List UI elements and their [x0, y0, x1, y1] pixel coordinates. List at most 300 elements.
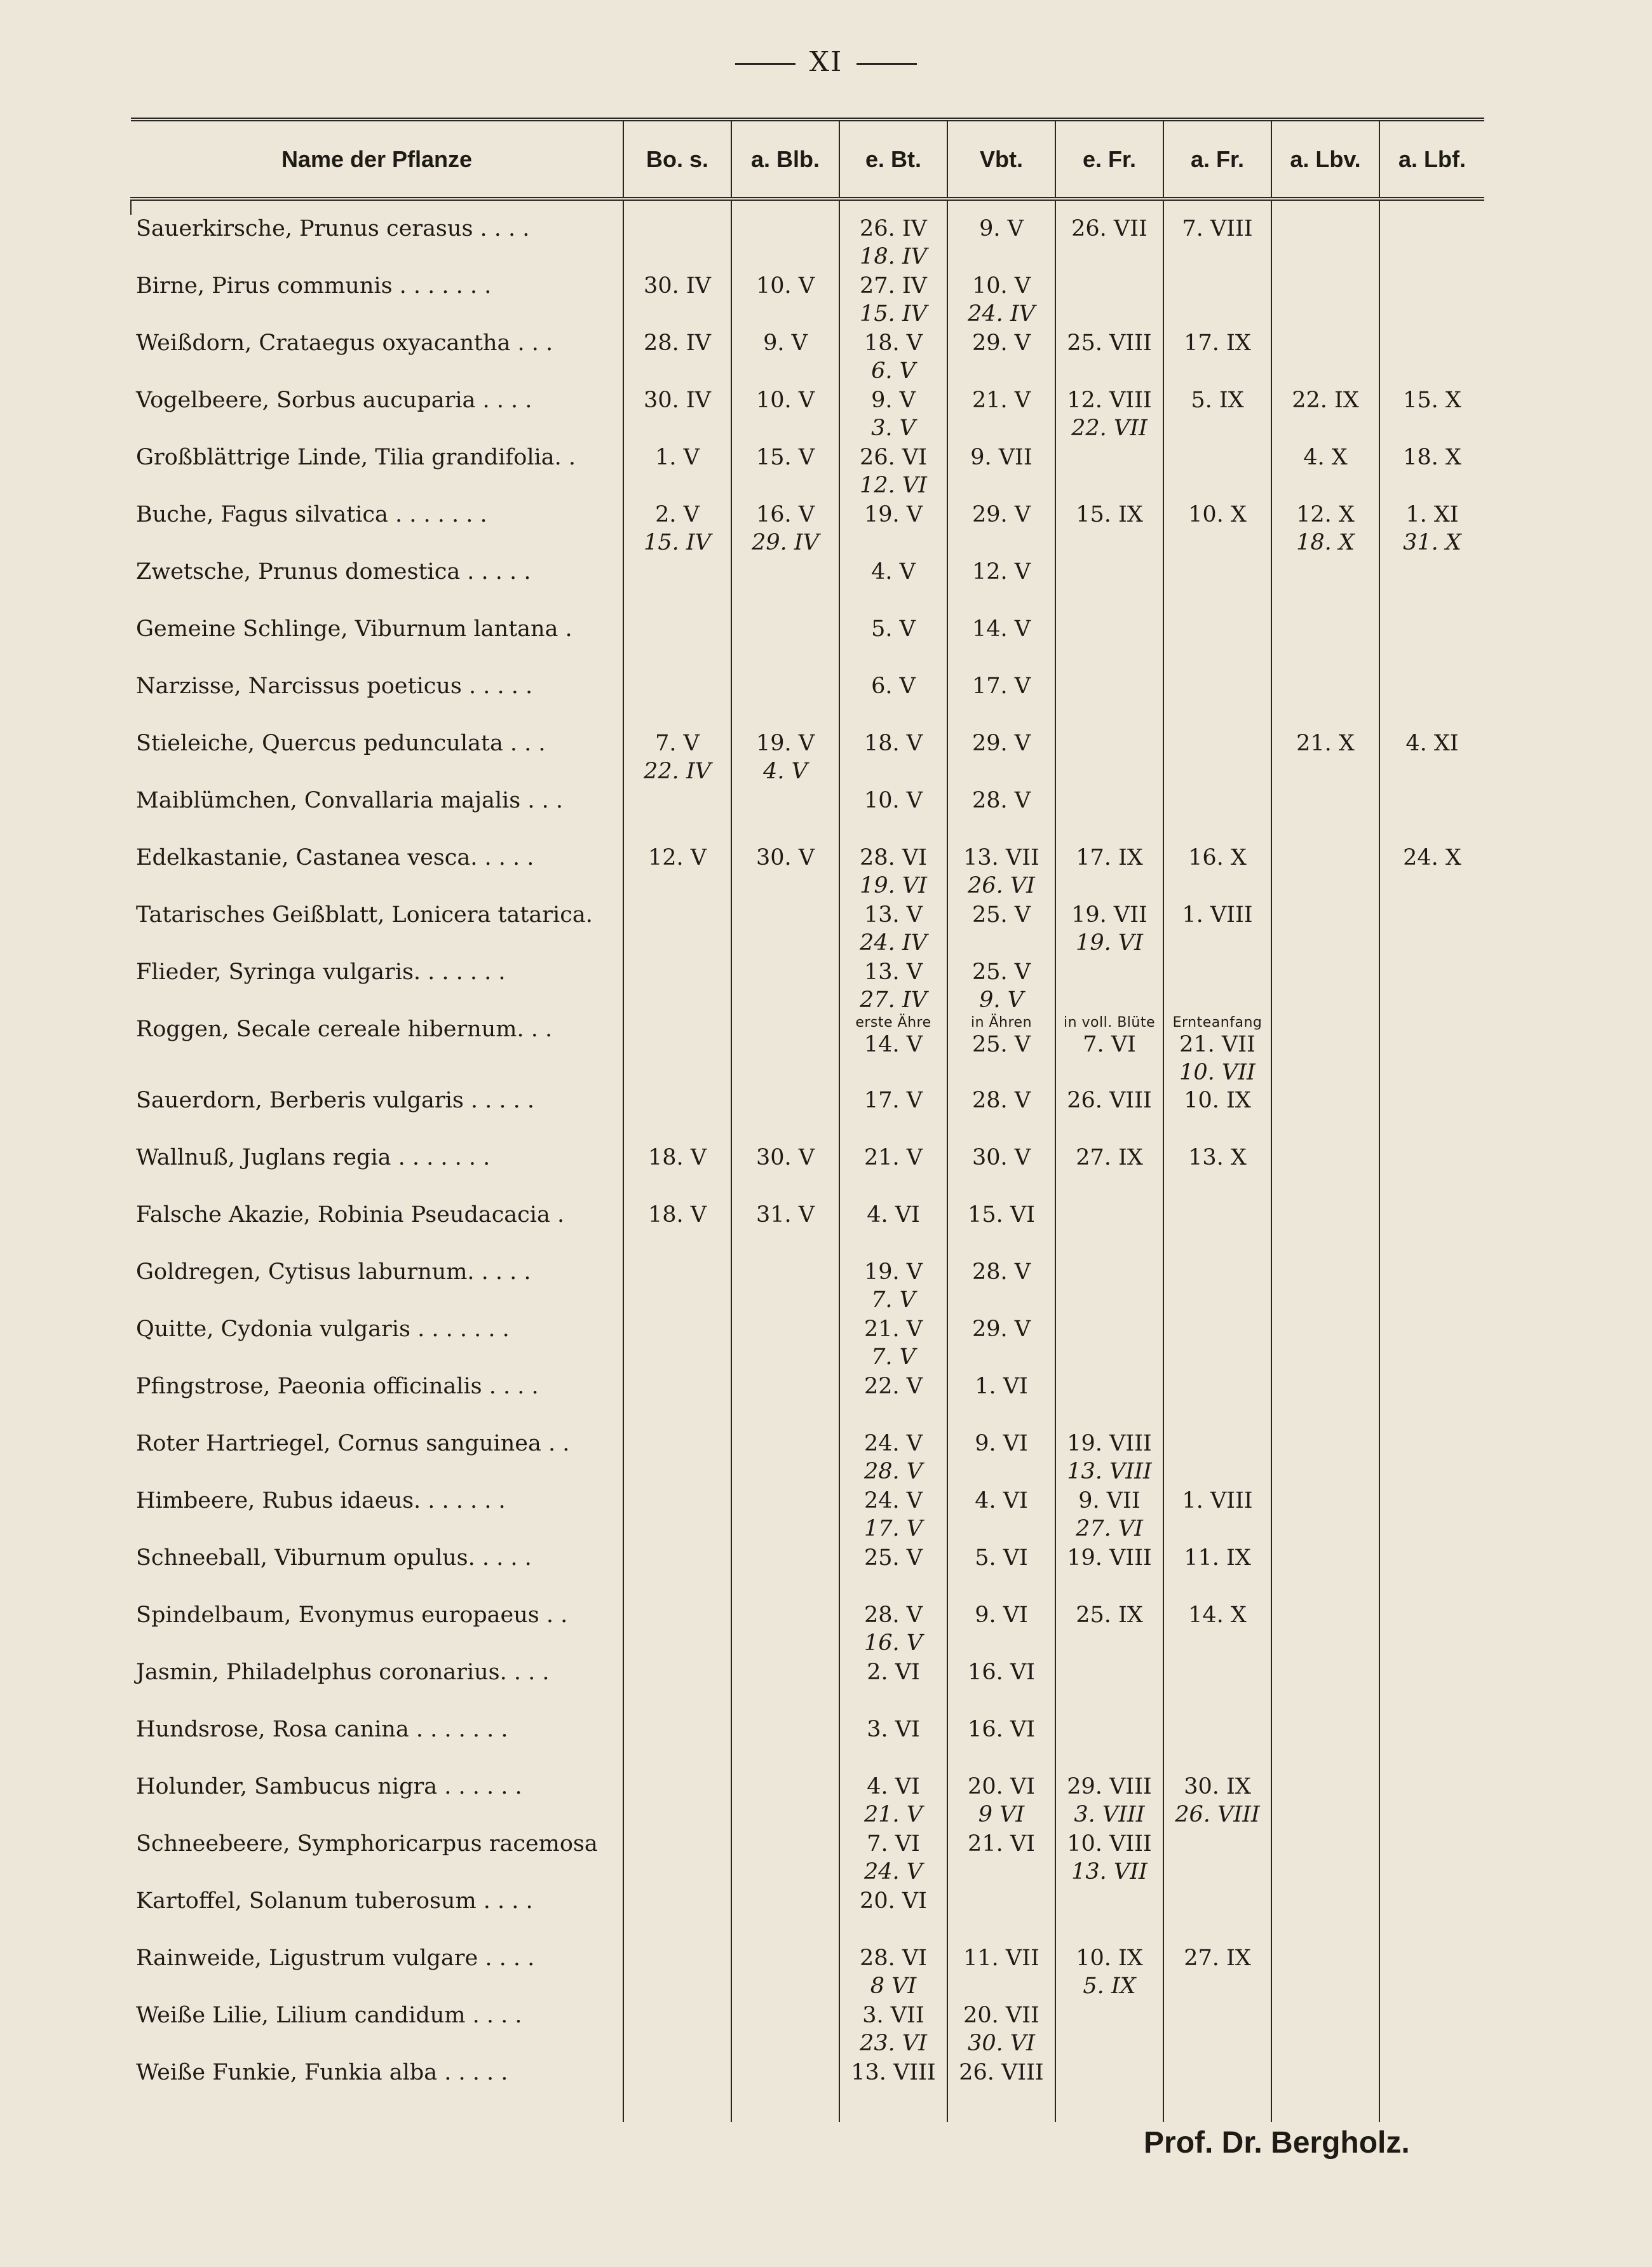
date-cell [947, 1315, 1055, 1372]
date-cell [839, 501, 947, 558]
table-row [131, 1258, 1484, 1315]
date-cell [1163, 1144, 1271, 1201]
stage-note: Ernteanfang [1172, 1015, 1263, 1031]
plant-name: Pfingstrose, Paeonia officinalis . . . . [136, 1374, 539, 1399]
plant-name: Falsche Akazie, Robinia Pseudacacia . [136, 1202, 565, 1228]
date-cell [731, 1544, 839, 1601]
date-value: 1. V [655, 445, 700, 470]
plant-name: Kartoffel, Solanum tuberosum . . . . [136, 1888, 533, 1914]
date-value: 10. X [1188, 502, 1247, 527]
date-value: 18. V [863, 330, 923, 356]
date-cell [1163, 1773, 1271, 1830]
date-value: 15. X [1403, 388, 1461, 413]
date-value: 1. XI [1405, 502, 1459, 527]
table-spacer-row [131, 199, 1484, 215]
date-cell [1163, 672, 1271, 729]
date-value: 13. X [1188, 1145, 1247, 1170]
date-value: 29. V [972, 1316, 1031, 1342]
date-cell [731, 1315, 839, 1372]
date-value: 18. V [647, 1202, 707, 1228]
date-cell [1271, 1944, 1379, 2001]
plant-name: Roter Hartriegel, Cornus sanguinea . . [136, 1431, 570, 1456]
date-value: 20. VI [860, 1888, 927, 1914]
date-value: 29. V [972, 502, 1031, 527]
date-cell [1271, 272, 1379, 329]
date-cell [731, 1430, 839, 1487]
date-value: 4. VI [867, 1774, 920, 1799]
date-cell [623, 1944, 731, 2001]
phenology-table [130, 118, 1484, 2122]
date-value: 22. V [863, 1374, 923, 1399]
date-value: 17. IX [1076, 845, 1143, 870]
column-header-name: Name der Pflanze [131, 119, 623, 199]
date-value: 27. IX [1184, 1946, 1251, 1971]
date-cell [947, 1015, 1055, 1086]
date-cell [1055, 672, 1163, 729]
date-value: 19. V [863, 1259, 923, 1285]
comparison-date: 24. V [863, 1859, 923, 1885]
comparison-date: 26. VI [968, 873, 1035, 898]
date-cell [839, 1144, 947, 1201]
date-value: 4. VI [867, 1202, 920, 1228]
comparison-date: 28. V [863, 1459, 923, 1484]
date-cell [1379, 1944, 1484, 2001]
table-row [131, 901, 1484, 958]
date-value: 24. V [863, 1431, 923, 1456]
date-cell [623, 844, 731, 901]
date-cell [623, 1544, 731, 1601]
table-row [131, 1487, 1484, 1544]
date-cell [947, 1887, 1055, 1944]
date-cell [731, 2059, 839, 2122]
date-cell [1055, 1544, 1163, 1601]
date-cell [1271, 386, 1379, 443]
date-cell [731, 1773, 839, 1830]
comparison-date: 9. V [979, 987, 1024, 1013]
table-row [131, 1372, 1484, 1430]
date-cell [1379, 1372, 1484, 1430]
date-cell [1163, 386, 1271, 443]
comparison-date: 17. V [863, 1516, 923, 1541]
date-cell [1271, 1830, 1379, 1887]
date-cell [1163, 272, 1271, 329]
date-cell [1163, 1830, 1271, 1887]
table-row [131, 729, 1484, 787]
table-row [131, 1086, 1484, 1144]
date-cell [1055, 787, 1163, 844]
date-cell [1163, 329, 1271, 386]
date-value: 25. VIII [1067, 330, 1152, 356]
date-cell [839, 672, 947, 729]
date-cell [1055, 1658, 1163, 1715]
date-cell [623, 1201, 731, 1258]
table-row [131, 615, 1484, 672]
date-cell [839, 1315, 947, 1372]
date-cell [1271, 672, 1379, 729]
plant-name: Edelkastanie, Castanea vesca. . . . . [136, 845, 534, 870]
table-header-row [131, 119, 1484, 199]
date-cell [1055, 1944, 1163, 2001]
date-value: 25. V [972, 959, 1031, 985]
plant-name: Sauerdorn, Berberis vulgaris . . . . . [136, 1088, 535, 1113]
date-cell [1271, 558, 1379, 615]
date-value: 10. V [755, 388, 815, 413]
date-cell [1055, 558, 1163, 615]
date-cell [947, 1372, 1055, 1430]
date-cell [1163, 1658, 1271, 1715]
date-value: 4. V [871, 559, 916, 585]
column-header-a-lbf: a. Lbf. [1379, 119, 1484, 199]
date-cell [947, 615, 1055, 672]
plant-name: Sauerkirsche, Prunus cerasus . . . . [136, 216, 530, 241]
comparison-date: 7. V [871, 1287, 916, 1313]
date-cell [1379, 1658, 1484, 1715]
date-value: 27. IV [860, 273, 927, 299]
date-cell [947, 215, 1055, 272]
date-cell [1379, 501, 1484, 558]
plant-name: Spindelbaum, Evonymus europaeus . . [136, 1602, 568, 1628]
date-value: 1. VIII [1182, 902, 1253, 928]
table-row [131, 272, 1484, 329]
comparison-date: 7. V [871, 1344, 916, 1370]
date-cell [947, 1658, 1055, 1715]
date-value: 25. V [972, 1032, 1031, 1057]
date-value: 10. V [972, 273, 1031, 299]
column-header-a-lbv: a. Lbv. [1271, 119, 1379, 199]
date-value: 29. VIII [1067, 1774, 1152, 1799]
date-cell [623, 2059, 731, 2122]
date-cell [839, 1430, 947, 1487]
date-cell [1163, 1944, 1271, 2001]
comparison-date: 31. X [1403, 530, 1461, 555]
date-cell [1271, 2001, 1379, 2059]
date-value: 17. IX [1184, 330, 1251, 356]
date-cell [1055, 1601, 1163, 1658]
date-value: 26. VII [1071, 216, 1148, 241]
table-row [131, 2059, 1484, 2122]
comparison-date: 27. IV [860, 987, 927, 1013]
comparison-date: 3. V [871, 416, 916, 441]
date-value: 30. V [755, 845, 815, 870]
date-cell [839, 1487, 947, 1544]
date-cell [839, 558, 947, 615]
plant-name: Vogelbeere, Sorbus aucuparia . . . . [136, 388, 532, 413]
column-header-a-fr: a. Fr. [1163, 119, 1271, 199]
comparison-date: 9 VI [978, 1802, 1025, 1827]
date-cell [839, 1601, 947, 1658]
date-value: 9. VI [975, 1431, 1028, 1456]
date-cell [1055, 729, 1163, 787]
date-value: 26. VIII [1067, 1088, 1152, 1113]
date-value: 15. VI [968, 1202, 1035, 1228]
comparison-date: 27. VI [1076, 1516, 1143, 1541]
date-cell [1271, 1773, 1379, 1830]
table-row [131, 386, 1484, 443]
date-value: 28. V [972, 1259, 1031, 1285]
date-cell [1055, 1144, 1163, 1201]
date-cell [839, 729, 947, 787]
date-value: 12. X [1296, 502, 1355, 527]
date-cell [947, 558, 1055, 615]
date-value: 20. VII [963, 2003, 1039, 2028]
date-cell [1379, 215, 1484, 272]
date-cell [1055, 329, 1163, 386]
date-cell [1379, 1144, 1484, 1201]
date-cell [839, 272, 947, 329]
date-value: 19. VIII [1067, 1545, 1152, 1571]
plant-name: Buche, Fagus silvatica . . . . . . . [136, 502, 487, 527]
date-cell [947, 1773, 1055, 1830]
date-cell [1271, 901, 1379, 958]
date-cell [1055, 1887, 1163, 1944]
date-cell [947, 272, 1055, 329]
comparison-date: 19. VI [860, 873, 927, 898]
date-cell [1163, 729, 1271, 787]
date-cell [947, 1086, 1055, 1144]
date-cell [839, 386, 947, 443]
page-number: XI [0, 46, 1652, 78]
plant-name: Schneebeere, Symphoricarpus racemosa [136, 1831, 598, 1857]
date-cell [947, 672, 1055, 729]
date-cell [947, 2001, 1055, 2059]
date-cell [623, 215, 731, 272]
date-cell [1379, 1258, 1484, 1315]
date-value: 17. V [863, 1088, 923, 1113]
table-row [131, 1430, 1484, 1487]
date-value: 5. V [871, 616, 916, 642]
date-cell [1055, 1201, 1163, 1258]
date-cell [1271, 1144, 1379, 1201]
date-cell [1163, 1601, 1271, 1658]
date-cell [947, 844, 1055, 901]
date-cell [623, 1887, 731, 1944]
date-cell [839, 958, 947, 1015]
date-cell [1163, 1544, 1271, 1601]
date-cell [1163, 844, 1271, 901]
table-row [131, 2001, 1484, 2059]
date-cell [623, 1372, 731, 1430]
plant-name: Hundsrose, Rosa canina . . . . . . . [136, 1717, 508, 1742]
date-cell [1055, 2059, 1163, 2122]
date-cell [731, 1372, 839, 1430]
date-cell [1055, 1487, 1163, 1544]
date-cell [1055, 1315, 1163, 1372]
plant-name: Goldregen, Cytisus laburnum. . . . . [136, 1259, 531, 1285]
date-value: 10. VIII [1067, 1831, 1152, 1857]
table-row [131, 787, 1484, 844]
comparison-date: 21. V [863, 1802, 923, 1827]
date-value: 19. VII [1071, 902, 1148, 928]
comparison-date: 3. VIII [1074, 1802, 1145, 1827]
date-value: 12. V [647, 845, 707, 870]
date-cell [1055, 1086, 1163, 1144]
date-value: 25. V [972, 902, 1031, 928]
date-cell [1055, 272, 1163, 329]
date-cell [1271, 329, 1379, 386]
date-cell [1271, 958, 1379, 1015]
plant-name: Holunder, Sambucus nigra . . . . . . [136, 1774, 522, 1799]
date-value: 26. VIII [959, 2060, 1044, 2085]
stage-note: in Ähren [970, 1015, 1032, 1031]
date-cell [947, 386, 1055, 443]
date-cell [731, 272, 839, 329]
date-value: 28. VI [860, 845, 927, 870]
date-cell [1379, 386, 1484, 443]
date-cell [623, 1258, 731, 1315]
date-cell [1271, 1430, 1379, 1487]
date-cell [623, 2001, 731, 2059]
date-cell [731, 329, 839, 386]
date-cell [731, 901, 839, 958]
date-cell [1271, 1715, 1379, 1773]
date-cell [1055, 958, 1163, 1015]
date-cell [1271, 729, 1379, 787]
table-row [131, 1658, 1484, 1715]
date-cell [623, 1315, 731, 1372]
date-cell [1163, 615, 1271, 672]
comparison-date: 15. IV [860, 301, 927, 327]
date-cell [623, 1830, 731, 1887]
date-value: 6. V [871, 673, 916, 699]
date-cell [1055, 386, 1163, 443]
date-cell [1163, 1201, 1271, 1258]
comparison-date: 24. IV [860, 930, 927, 956]
table-row [131, 1201, 1484, 1258]
table-row [131, 1015, 1484, 1086]
date-cell [1379, 1773, 1484, 1830]
date-cell [839, 443, 947, 501]
plant-name: Roggen, Secale cereale hibernum. . . [136, 1017, 553, 1042]
date-value: 10. IX [1076, 1946, 1143, 1971]
date-value: 28. V [972, 1088, 1031, 1113]
date-value: 18. V [863, 731, 923, 756]
comparison-date: 24. IV [968, 301, 1035, 327]
date-cell [623, 1487, 731, 1544]
date-cell [731, 1715, 839, 1773]
date-value: 11. IX [1184, 1545, 1251, 1571]
date-value: 1. VI [975, 1374, 1028, 1399]
date-value: 9. VII [1078, 1488, 1141, 1513]
plant-name: Tatarisches Geißblatt, Lonicera tatarica. [136, 902, 593, 928]
plant-name: Zwetsche, Prunus domestica . . . . . [136, 559, 531, 585]
date-cell [731, 844, 839, 901]
date-cell [1271, 844, 1379, 901]
date-cell [839, 1544, 947, 1601]
plant-name: Weiße Lilie, Lilium candidum . . . . [136, 2003, 522, 2028]
date-value: 5. IX [1191, 388, 1244, 413]
date-cell [947, 1601, 1055, 1658]
date-value: 13. V [863, 902, 923, 928]
date-value: 16. VI [968, 1660, 1035, 1685]
date-cell [623, 672, 731, 729]
date-value: 15. V [755, 445, 815, 470]
date-value: 10. V [755, 273, 815, 299]
date-cell [839, 1773, 947, 1830]
table-row [131, 1887, 1484, 1944]
date-cell [731, 672, 839, 729]
column-header-bo-s: Bo. s. [623, 119, 731, 199]
date-cell [1271, 1544, 1379, 1601]
date-cell [1055, 1715, 1163, 1773]
date-cell [1379, 1487, 1484, 1544]
plant-name: Gemeine Schlinge, Viburnum lantana . [136, 616, 572, 642]
date-cell [947, 1430, 1055, 1487]
date-cell [947, 1715, 1055, 1773]
date-value: 21. VI [968, 1831, 1035, 1857]
date-cell [1055, 844, 1163, 901]
table-row [131, 1144, 1484, 1201]
date-cell [731, 1201, 839, 1258]
date-cell [1163, 1086, 1271, 1144]
date-cell [1163, 958, 1271, 1015]
date-cell [839, 1372, 947, 1430]
column-header-e-fr: e. Fr. [1055, 119, 1163, 199]
comparison-date: 30. VI [968, 2031, 1035, 2056]
date-cell [1379, 1715, 1484, 1773]
date-cell [1163, 2059, 1271, 2122]
table-row [131, 1315, 1484, 1372]
date-cell [731, 1830, 839, 1887]
date-cell [839, 615, 947, 672]
date-cell [1271, 1315, 1379, 1372]
date-value: 7. VI [867, 1831, 920, 1857]
comparison-date: 29. IV [752, 530, 819, 555]
date-cell [1271, 215, 1379, 272]
date-value: 28. VI [860, 1946, 927, 1971]
date-cell [1055, 901, 1163, 958]
date-cell [623, 272, 731, 329]
date-cell [1163, 443, 1271, 501]
date-value: 10. IX [1184, 1088, 1251, 1113]
table-row [131, 1544, 1484, 1601]
date-value: 30. IV [644, 273, 711, 299]
date-cell [1163, 1487, 1271, 1544]
date-cell [731, 1086, 839, 1144]
comparison-date: 22. IV [644, 759, 711, 784]
table-body [131, 199, 1484, 2122]
table-row [131, 1715, 1484, 1773]
comparison-date: 12. VI [860, 473, 927, 498]
date-cell [1379, 844, 1484, 901]
date-value: 9. V [763, 330, 808, 356]
date-cell [947, 1201, 1055, 1258]
date-cell [1055, 1773, 1163, 1830]
date-cell [731, 501, 839, 558]
date-cell [1163, 558, 1271, 615]
comparison-date: 22. VII [1071, 416, 1148, 441]
table-row [131, 1773, 1484, 1830]
date-cell [1379, 1086, 1484, 1144]
date-cell [1379, 901, 1484, 958]
date-value: 21. V [863, 1316, 923, 1342]
author-signature: Prof. Dr. Bergholz. [1144, 2126, 1410, 2160]
date-cell [1379, 272, 1484, 329]
plant-name: Großblättrige Linde, Tilia grandifolia. . [136, 445, 576, 470]
comparison-date: 13. VIII [1067, 1459, 1152, 1484]
date-cell [623, 729, 731, 787]
date-value: 4. VI [975, 1488, 1028, 1513]
date-cell [947, 1544, 1055, 1601]
date-cell [1163, 501, 1271, 558]
date-value: 30. V [972, 1145, 1031, 1170]
date-cell [839, 1887, 947, 1944]
date-cell [1379, 1544, 1484, 1601]
date-cell [623, 901, 731, 958]
date-cell [1271, 787, 1379, 844]
date-value: 30. IV [644, 388, 711, 413]
date-cell [1271, 443, 1379, 501]
date-value: 9. V [871, 388, 916, 413]
